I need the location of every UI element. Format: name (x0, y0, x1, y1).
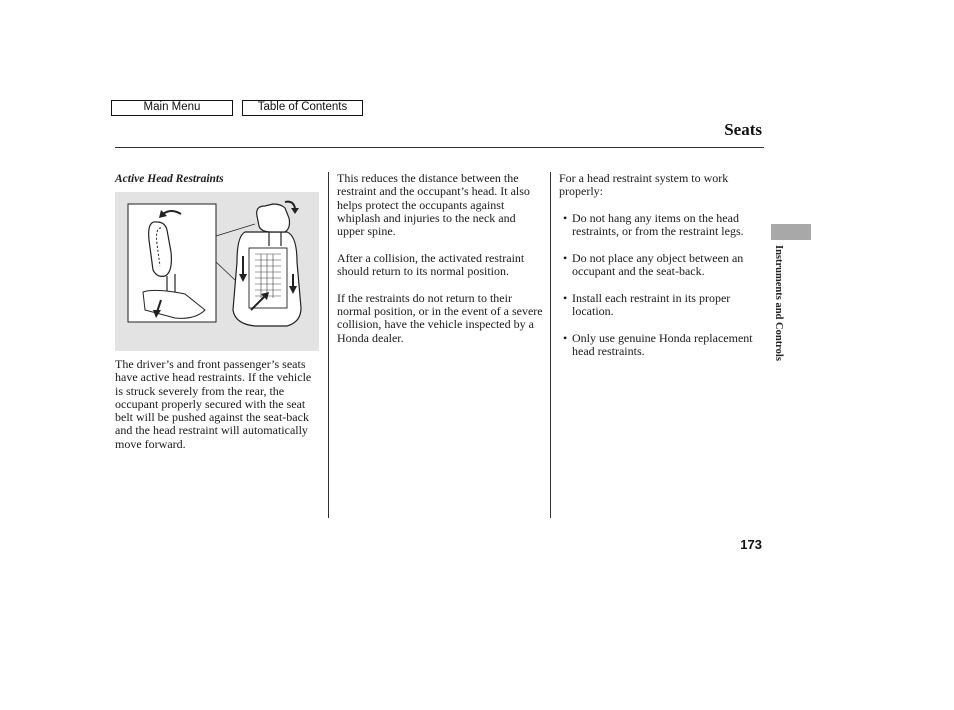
section-tab (771, 224, 811, 240)
list-item: • Install each restraint in its proper location. (559, 292, 765, 319)
main-menu-button[interactable]: Main Menu (111, 100, 233, 116)
column-1 (115, 173, 319, 186)
column-divider (550, 172, 551, 518)
table-of-contents-button[interactable]: Table of Contents (242, 100, 363, 116)
subheading: Active Head Restraints (115, 173, 224, 185)
header-divider (115, 147, 764, 148)
column-3 (559, 172, 765, 371)
body-paragraph: The driver’s and front passenger’s seats have active head restraints. If the vehicle is struck severely from the rear, the occupant properly secured with the seat belt will be pushed against the seat-back and the head restraint will automatically move forward. (115, 357, 312, 451)
column-divider (328, 172, 329, 518)
head-restraint-figure (115, 192, 319, 351)
list-item: • Do not place any object between an occupant and the seat-back. (559, 252, 765, 279)
seat-head-restraint-illustration (115, 192, 319, 351)
body-paragraph: This reduces the distance between the restraint and the occupant’s head. It also helps protect the occupants against whiplash and injuries to the neck and upper spine. (337, 171, 530, 239)
page-number: 173 (740, 537, 762, 552)
body-paragraph: After a collision, the activated restraint should return to its normal position. (337, 250, 525, 279)
column-2 (337, 172, 543, 358)
section-label: Instruments and Controls (773, 245, 784, 361)
column-1-body (115, 358, 319, 464)
list-item: • Do not hang any items on the head restraints, or from the restraint legs. (559, 212, 765, 239)
page-title: Seats (724, 120, 762, 139)
precautions-list (559, 212, 765, 358)
intro-paragraph: For a head restraint system to work properly: (559, 171, 729, 199)
body-paragraph: If the restraints do not return to their normal position, or in the event of a severe collision, have the vehicle inspected by a Honda dealer. (337, 290, 543, 345)
list-item: • Only use genuine Honda replacement head restraints. (559, 332, 765, 359)
